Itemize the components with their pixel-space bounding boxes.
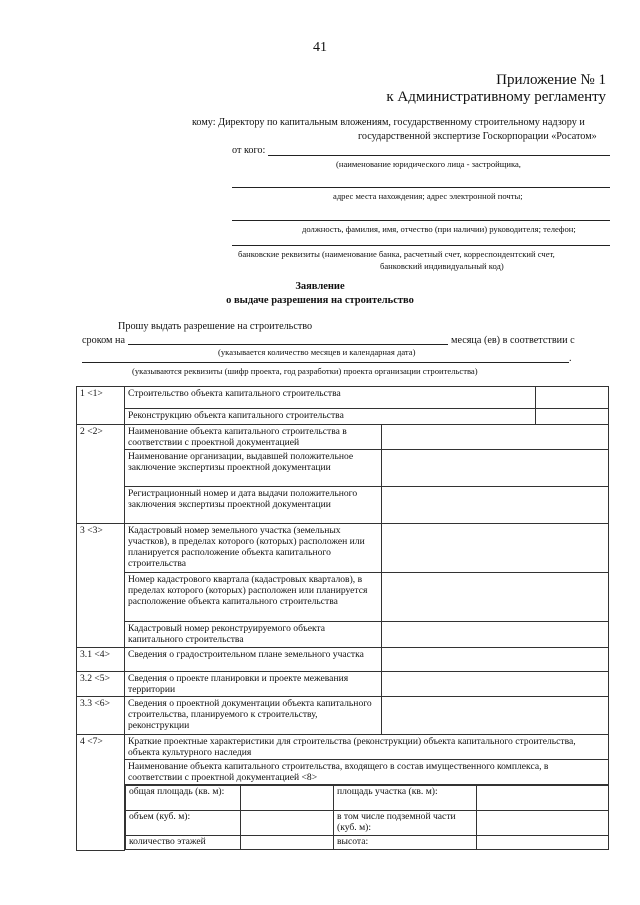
- characteristic-label: в том числе подземной части (куб. м):: [334, 811, 477, 836]
- page-number: 41: [313, 40, 327, 55]
- row-label: Строительство объекта капитального строительства: [125, 387, 536, 409]
- characteristic-label: количество этажей: [126, 836, 241, 850]
- characteristic-value[interactable]: [241, 811, 334, 836]
- director-blank-line[interactable]: [232, 220, 610, 221]
- document-subtitle: о выдаче разрешения на строительство: [226, 295, 414, 306]
- project-end-dot: .: [569, 353, 572, 364]
- project-hint: (указываются реквизиты (шифр проекта, год разработки) проекта организации строительства): [132, 366, 478, 376]
- appendix-title: Приложение № 1: [496, 72, 606, 88]
- characteristic-label: объем (куб. м):: [126, 811, 241, 836]
- row-number: 3.2 <5>: [77, 672, 125, 697]
- characteristic-label: общая площадь (кв. м):: [126, 786, 241, 811]
- row-value-cell[interactable]: [382, 573, 609, 622]
- characteristic-value[interactable]: [477, 811, 609, 836]
- term-suffix: месяца (ев) в соответствии с: [451, 335, 575, 346]
- characteristic-value[interactable]: [241, 786, 334, 811]
- characteristic-value[interactable]: [477, 786, 609, 811]
- from-label: от кого:: [232, 145, 266, 156]
- from-hint-4a: банковские реквизиты (наименование банка, расчетный счет, корреспондентский счет,: [238, 249, 555, 259]
- characteristic-label: высота:: [334, 836, 477, 850]
- addressee-line-2: государственной экспертизе Госкорпорации «Росатом»: [358, 131, 597, 142]
- characteristic-label: площадь участка (кв. м):: [334, 786, 477, 811]
- row-number: 2 <2>: [77, 425, 125, 524]
- document-title: Заявление: [295, 281, 345, 292]
- row-label: Сведения о градостроительном плане земельного участка: [125, 648, 382, 672]
- row-value-cell[interactable]: [382, 487, 609, 524]
- row-label: Кадастровый номер земельного участка (земельных участков), в пределах которого (которых) расположен или планируется расположение объекта капитального строительства: [125, 524, 382, 573]
- row-label: Наименование организации, выдавшей положительное заключение экспертизы проектной документации: [125, 450, 382, 487]
- row-label: Кадастровый номер реконструируемого объекта капитального строительства: [125, 622, 382, 648]
- appendix-subtitle: к Административному регламенту: [386, 89, 606, 105]
- row-number: 3.3 <6>: [77, 697, 125, 735]
- row-number: 3 <3>: [77, 524, 125, 648]
- from-hint-2: адрес места нахождения; адрес электронной почты;: [333, 191, 523, 201]
- row-value-cell[interactable]: [536, 409, 609, 425]
- row-label: Сведения о проекте планировки и проекте межевания территории: [125, 672, 382, 697]
- request-text: Прошу выдать разрешение на строительство: [118, 321, 313, 332]
- row-value-cell[interactable]: [382, 622, 609, 648]
- term-hint: (указывается количество месяцев и календарная дата): [218, 347, 416, 357]
- characteristics-cell: [125, 785, 609, 851]
- from-hint-1: (наименование юридического лица - застройщика,: [336, 159, 521, 169]
- term-label: сроком на: [82, 335, 126, 346]
- row-label: Сведения о проектной документации объекта капитального строительства, планируемого к строительству, реконструкции: [125, 697, 382, 735]
- row-value-cell[interactable]: [382, 697, 609, 735]
- row-label: Краткие проектные характеристики для строительства (реконструкции) объекта капитального строительства, объекта культурного наследия: [125, 735, 609, 760]
- characteristics-table: [125, 785, 609, 850]
- row-label: Реконструкцию объекта капитального строительства: [125, 409, 536, 425]
- row-value-cell[interactable]: [382, 425, 609, 450]
- project-blank-line[interactable]: [82, 362, 569, 363]
- row-number: 1 <1>: [77, 387, 125, 425]
- from-hint-4b: банковский индивидуальный код): [380, 261, 504, 271]
- term-blank-line[interactable]: [128, 344, 448, 345]
- from-blank-line[interactable]: [268, 155, 610, 156]
- row-label: Наименование объекта капитального строительства в соответствии с проектной документацией: [125, 425, 382, 450]
- application-table: [76, 386, 609, 851]
- address-blank-line[interactable]: [232, 187, 610, 188]
- row-number: 3.1 <4>: [77, 648, 125, 672]
- characteristic-value[interactable]: [477, 836, 609, 850]
- row-label: Регистрационный номер и дата выдачи положительного заключения экспертизы проектной документации: [125, 487, 382, 524]
- bank-blank-line[interactable]: [232, 245, 610, 246]
- row-value-cell[interactable]: [382, 672, 609, 697]
- addressee-line-1: кому: Директору по капитальным вложениям, государственному строительному надзору и: [192, 117, 585, 128]
- from-hint-3: должность, фамилия, имя, отчество (при наличии) руководителя; телефон;: [302, 224, 576, 234]
- row-label: Наименование объекта капитального строительства, входящего в состав имущественного комплекса, в соответствии с проектной документацией <8>: [125, 760, 609, 785]
- row-label: Номер кадастрового квартала (кадастровых кварталов), в пределах которого (которых) расположен или планируется расположение объекта капитального строительства: [125, 573, 382, 622]
- characteristic-value[interactable]: [241, 836, 334, 850]
- row-value-cell[interactable]: [382, 648, 609, 672]
- row-value-cell[interactable]: [382, 524, 609, 573]
- row-value-cell[interactable]: [536, 387, 609, 409]
- row-number: 4 <7>: [77, 735, 125, 851]
- row-value-cell[interactable]: [382, 450, 609, 487]
